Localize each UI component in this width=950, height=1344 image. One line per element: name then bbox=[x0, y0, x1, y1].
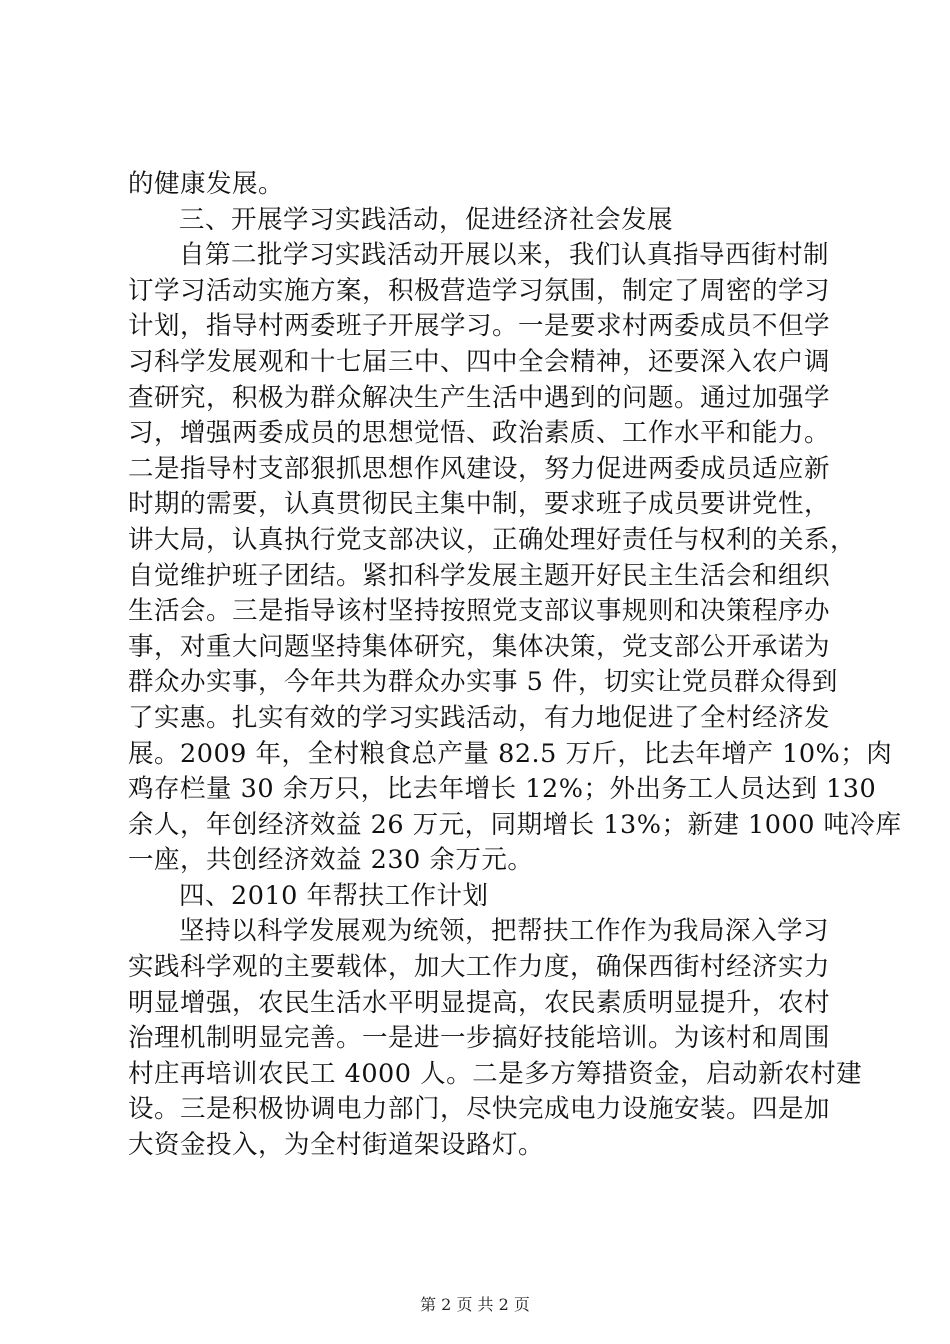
body-text-line: 四、2010 年帮扶工作计划 bbox=[179, 880, 489, 911]
body-text-line: 订学习活动实施方案，积极营造学习氛围，制定了周密的学习 bbox=[128, 275, 831, 306]
body-text-line: 的健康发展。 bbox=[128, 169, 285, 199]
body-text-line: 村庄再培训农民工 4000 人。二是多方筹措资金，启动新农村建 bbox=[128, 1058, 863, 1089]
page-footer: 第 2 页 共 2 页 bbox=[420, 1295, 530, 1314]
body-text-line: 计划，指导村两委班子开展学习。一是要求村两委成员不但学 bbox=[128, 311, 831, 342]
body-text-line: 展。2009 年，全村粮食总产量 82.5 万斤，比去年增产 10%；肉 bbox=[128, 738, 893, 769]
document-body bbox=[128, 167, 902, 1164]
body-text-line: 坚持以科学发展观为统领，把帮扶工作作为我局深入学习 bbox=[179, 916, 830, 947]
body-text-line: 一座，共创经济效益 230 余万元。 bbox=[128, 845, 534, 876]
body-text-line: 余人，年创经济效益 26 万元，同期增长 13%；新建 1000 吨冷库 bbox=[128, 809, 902, 840]
body-text-line: 查研究，积极为群众解决生产生活中遇到的问题。通过加强学 bbox=[128, 382, 831, 413]
body-text-line: 三、开展学习实践活动，促进经济社会发展 bbox=[179, 204, 674, 235]
body-text-line: 事，对重大问题坚持集体研究，集体决策，党支部公开承诺为 bbox=[128, 631, 831, 662]
body-text-line: 自觉维护班子团结。紧扣科学发展主题开好民主生活会和组织 bbox=[128, 560, 831, 591]
body-text-line: 生活会。三是指导该村坚持按照党支部议事规则和决策程序办 bbox=[128, 596, 831, 627]
body-text-line: 群众办实事，今年共为群众办实事 5 件，切实让党员群众得到 bbox=[128, 667, 838, 698]
body-text-line: 自第二批学习实践活动开展以来，我们认真指导西街村制 bbox=[179, 240, 830, 271]
body-text-line: 习科学发展观和十七届三中、四中全会精神，还要深入农户调 bbox=[128, 346, 831, 377]
body-text-line: 了实惠。扎实有效的学习实践活动，有力地促进了全村经济发 bbox=[128, 702, 831, 733]
body-text-line: 实践科学观的主要载体，加大工作力度，确保西街村经济实力 bbox=[128, 952, 831, 983]
body-text-line: 明显增强，农民生活水平明显提高，农民素质明显提升，农村 bbox=[128, 987, 831, 1018]
body-text-line: 大资金投入，为全村街道架设路灯。 bbox=[128, 1130, 545, 1161]
body-text-line: 治理机制明显完善。一是进一步搞好技能培训。为该村和周围 bbox=[128, 1023, 831, 1054]
body-text-line: 鸡存栏量 30 余万只，比去年增长 12%；外出务工人员达到 130 bbox=[128, 774, 877, 805]
body-text-line: 讲大局，认真执行党支部决议，正确处理好责任与权利的关系， bbox=[128, 524, 857, 555]
body-text-line: 习，增强两委成员的思想觉悟、政治素质、工作水平和能力。 bbox=[128, 418, 831, 449]
body-text-line: 时期的需要，认真贯彻民主集中制，要求班子成员要讲党性， bbox=[128, 489, 831, 520]
body-text-line: 设。三是积极协调电力部门，尽快完成电力设施安装。四是加 bbox=[128, 1094, 831, 1125]
body-text-line: 二是指导村支部狠抓思想作风建设，努力促进两委成员适应新 bbox=[128, 453, 831, 484]
